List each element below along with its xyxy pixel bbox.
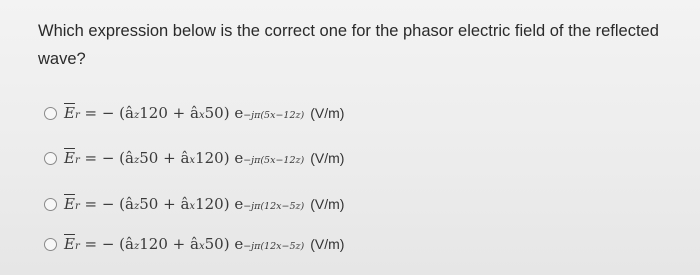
radio-button[interactable]	[44, 198, 57, 211]
answer-option-4[interactable]	[44, 229, 344, 259]
option-expression: $\overline{E}$ r = − ( â z 50 + â x 120) e −jπ(5x−12z)	[64, 149, 305, 167]
unit-label: (V/m)	[310, 236, 345, 252]
option-expression: $\overline{E}$ r = − ( â z 120 + â x 50) e −jπ(12x−5z)	[64, 235, 305, 253]
answer-option-1[interactable]	[44, 98, 344, 128]
question-text: Which expression below is the correct one for the phasor electric field of the reflected wave?	[38, 22, 659, 68]
radio-button[interactable]	[44, 152, 57, 165]
option-expression: $\overline{E}$ r = − ( â z 50 + â x 120) e −jπ(12x−5z)	[64, 195, 305, 213]
unit-label: (V/m)	[310, 196, 345, 212]
answer-option-2[interactable]	[44, 143, 344, 173]
answer-option-3[interactable]	[44, 189, 344, 219]
radio-button[interactable]	[44, 107, 57, 120]
radio-button[interactable]	[44, 238, 57, 251]
option-expression: $\overline{E}$ r = − ( â z 120 + â x 50) e −jπ(5x−12z)	[64, 104, 305, 122]
unit-label: (V/m)	[310, 150, 345, 166]
unit-label: (V/m)	[310, 105, 345, 121]
